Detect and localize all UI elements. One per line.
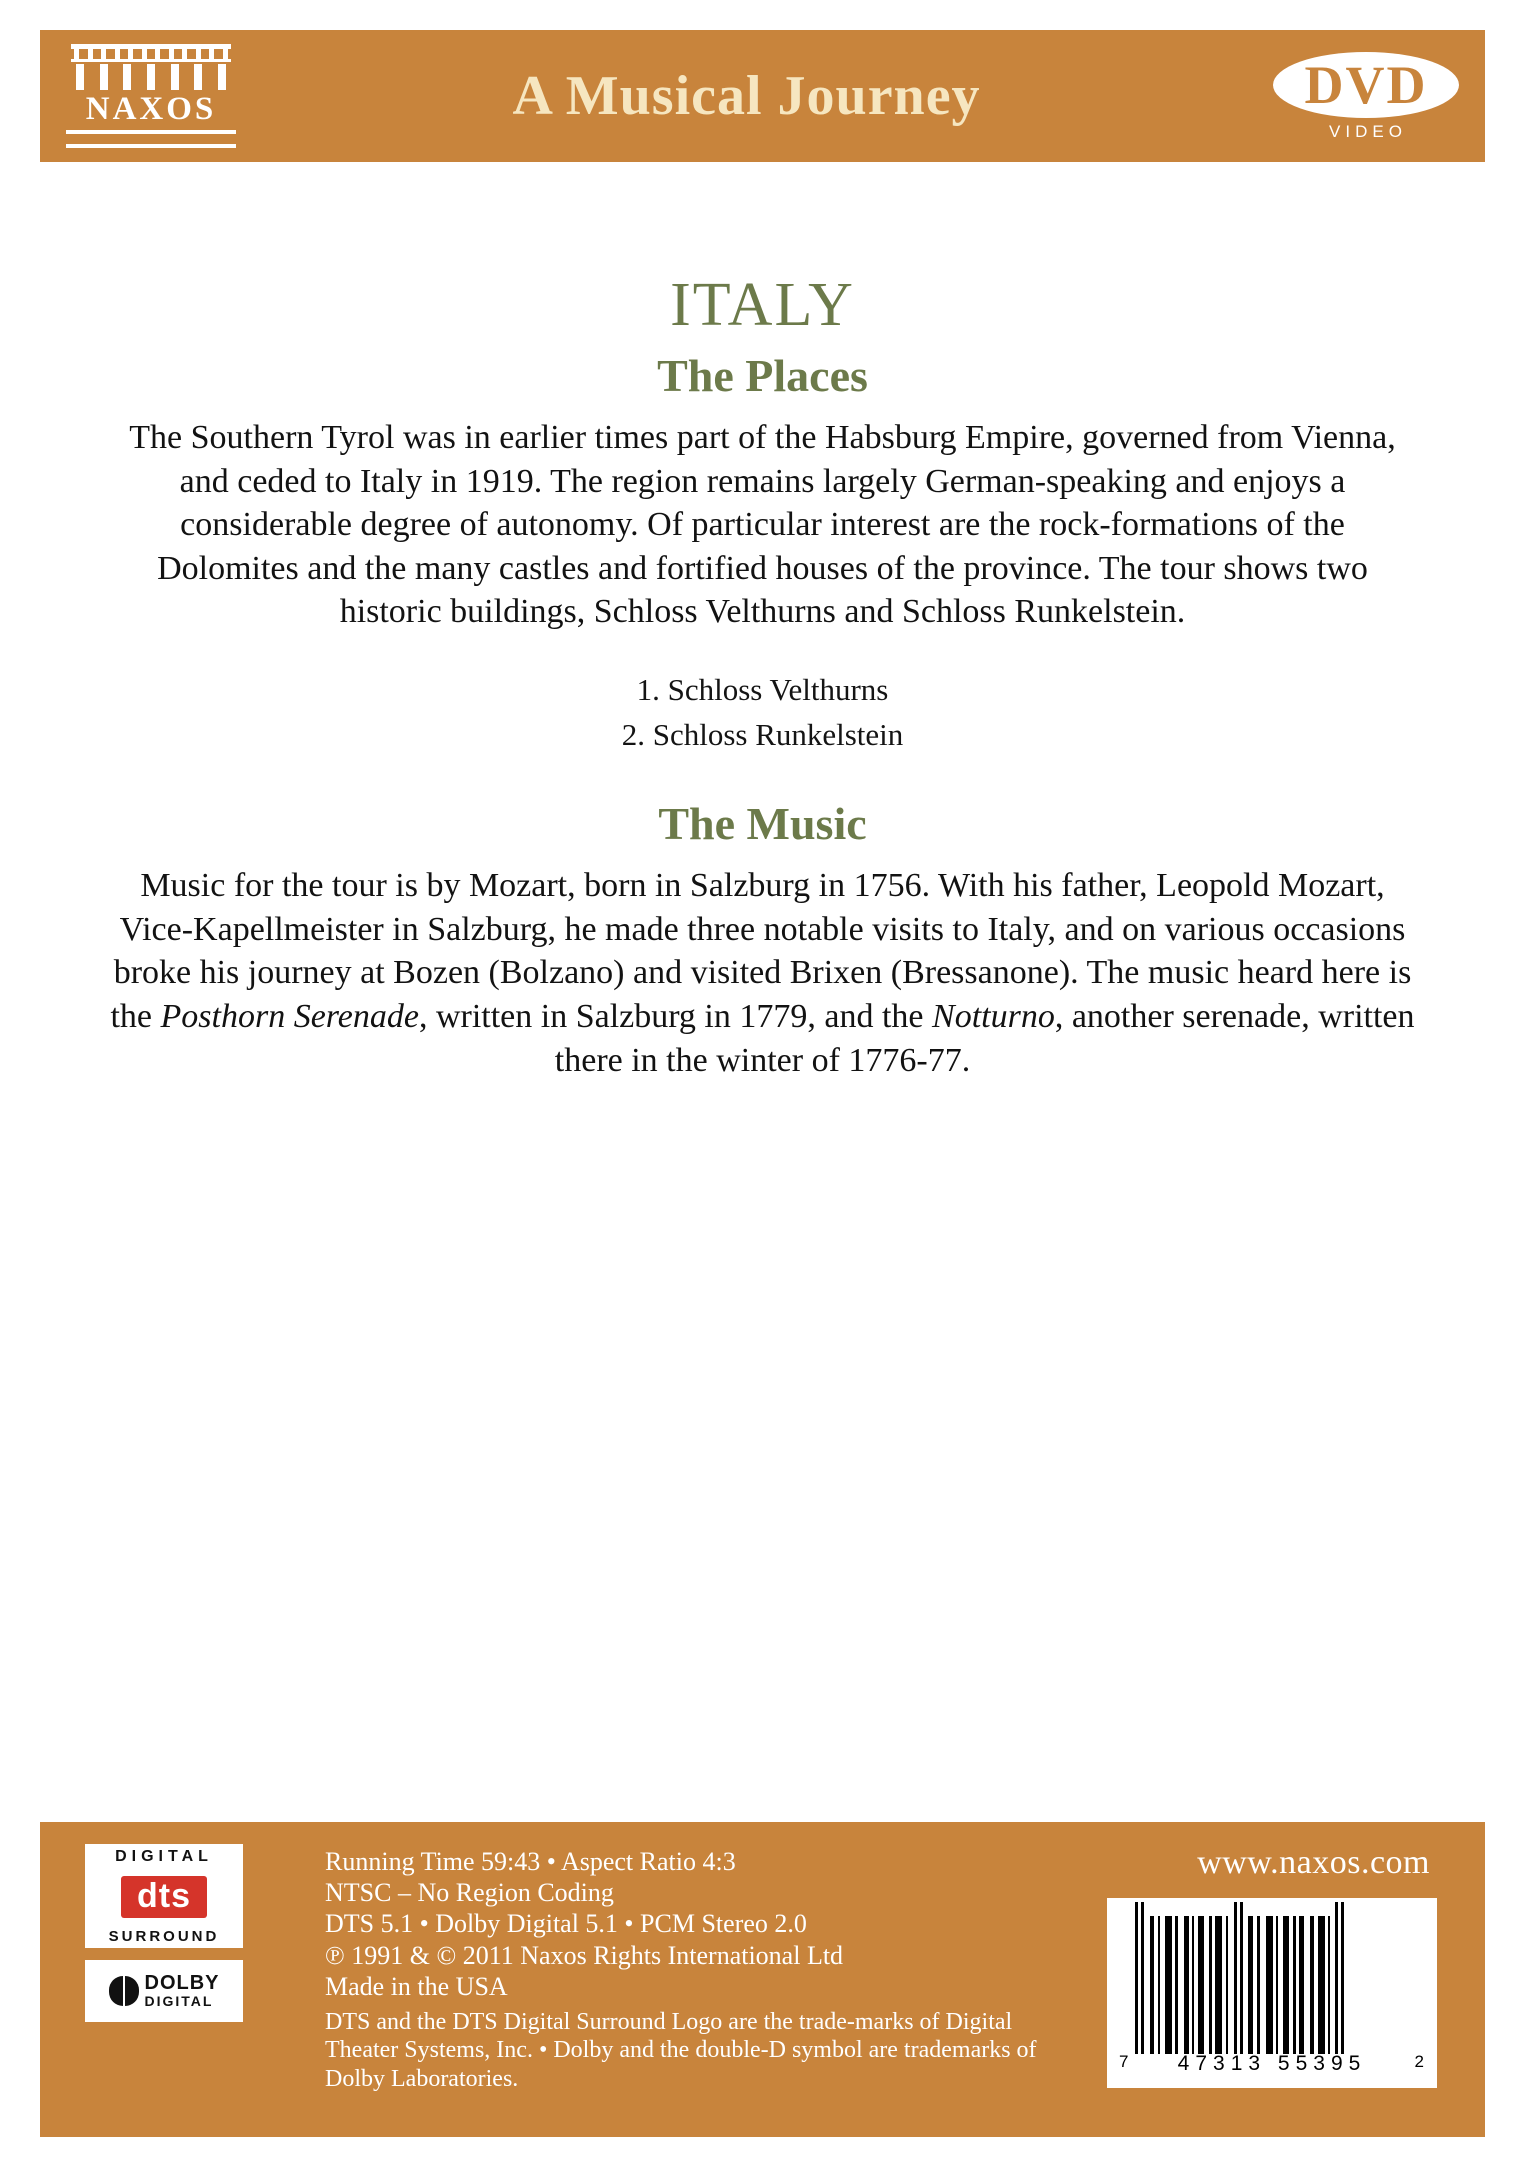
- music-text-part1: Music for the tour is by Mozart, born in Salzburg in 1756. With his father, Leopold Mozart, Vice-Kapellmeister in Salzburg, he made three notable visits to Italy, and on various occasions broke his journey at Bozen (Bolzano) and visited Brixen (Bressanone). The music heard here is the: [110, 867, 1412, 1035]
- music-text-part3: , another serenade, written there in the winter of 1776-77.: [554, 998, 1415, 1079]
- double-d-icon: [109, 1976, 139, 2006]
- audio-formats-line: DTS 5.1 • Dolby Digital 5.1 • PCM Stereo 2.0: [325, 1909, 807, 1939]
- main-content: [90, 270, 1435, 1082]
- website-url[interactable]: www.naxos.com: [1197, 1844, 1430, 1881]
- audio-format-logos: [85, 1844, 245, 2022]
- music-text-part2: , written in Salzburg in 1779, and the: [418, 998, 933, 1035]
- page-title: ITALY: [670, 271, 855, 339]
- footer-banner: [40, 1822, 1485, 2137]
- places-description: The Southern Tyrol was in earlier times part of the Habsburg Empire, governed from Vienna, and ceded to Italy in 1919. The region remains largely German-speaking and enjoys a considerable degree of autonomy. Of particular interest are the rock-formations of the Dolomites and the many castles and fortified houses of the province. The tour shows two historic buildings, Schloss Velthurns and Schloss Runkelstein.: [129, 419, 1396, 631]
- dvd-video-label: VIDEO: [1329, 122, 1407, 141]
- copyright-line: ℗ 1991 & © 2011 Naxos Rights International Ltd: [325, 1940, 844, 1970]
- places-heading: The Places: [657, 350, 868, 401]
- music-heading: The Music: [658, 798, 867, 850]
- dvd-logo-text: DVD: [1273, 52, 1459, 118]
- barcode: [1107, 1898, 1437, 2088]
- header-banner: [40, 30, 1485, 162]
- track-list: [90, 668, 1435, 758]
- list-item: 2. Schloss Runkelstein: [621, 716, 904, 752]
- dts-surround-label: SURROUND: [108, 1928, 220, 1945]
- series-title: A Musical Journey: [512, 65, 981, 127]
- barcode-bars: [1135, 1906, 1427, 2054]
- disc-specifications: [325, 1846, 1085, 2093]
- barcode-digit-main: 47313 55395: [1177, 2052, 1367, 2075]
- dolby-wordmark: DOLBY: [144, 1972, 220, 1995]
- region-coding-line: NTSC – No Region Coding: [325, 1878, 614, 1908]
- naxos-base-icon: [66, 130, 236, 148]
- dvd-video-logo: [1273, 52, 1463, 140]
- trademark-legal-text: DTS and the DTS Digital Surround Logo are the trade-marks of Digital Theater Systems, Inc. • Dolby and the double-D symbol are trademarks of Dolby Laboratories.: [325, 2008, 1037, 2092]
- running-time-line: Running Time 59:43 • Aspect Ratio 4:3: [325, 1847, 736, 1876]
- naxos-columns-icon: [76, 64, 226, 90]
- dts-wordmark: dts: [121, 1876, 207, 1918]
- barcode-digit-right: 2: [1414, 2052, 1425, 2071]
- made-in-line: Made in the USA: [325, 1971, 508, 2001]
- list-item: 1. Schloss Velthurns: [636, 671, 889, 707]
- dolby-digital-logo: [85, 1960, 243, 2022]
- barcode-digit-left: 7: [1119, 2052, 1130, 2071]
- music-work-title-1: Posthorn Serenade: [160, 998, 419, 1035]
- music-work-title-2: Notturno: [932, 998, 1055, 1035]
- barcode-digits: [1117, 2052, 1427, 2076]
- dolby-sub-label: DIGITAL: [144, 1993, 214, 2010]
- dts-surround-logo: [85, 1844, 243, 1948]
- music-description: [108, 864, 1418, 1082]
- naxos-logo: [62, 44, 240, 148]
- dts-digital-label: DIGITAL: [115, 1848, 213, 1865]
- dolby-text: [145, 1973, 220, 2009]
- naxos-wordmark: NAXOS: [85, 91, 217, 127]
- naxos-temple-icon: [71, 44, 231, 62]
